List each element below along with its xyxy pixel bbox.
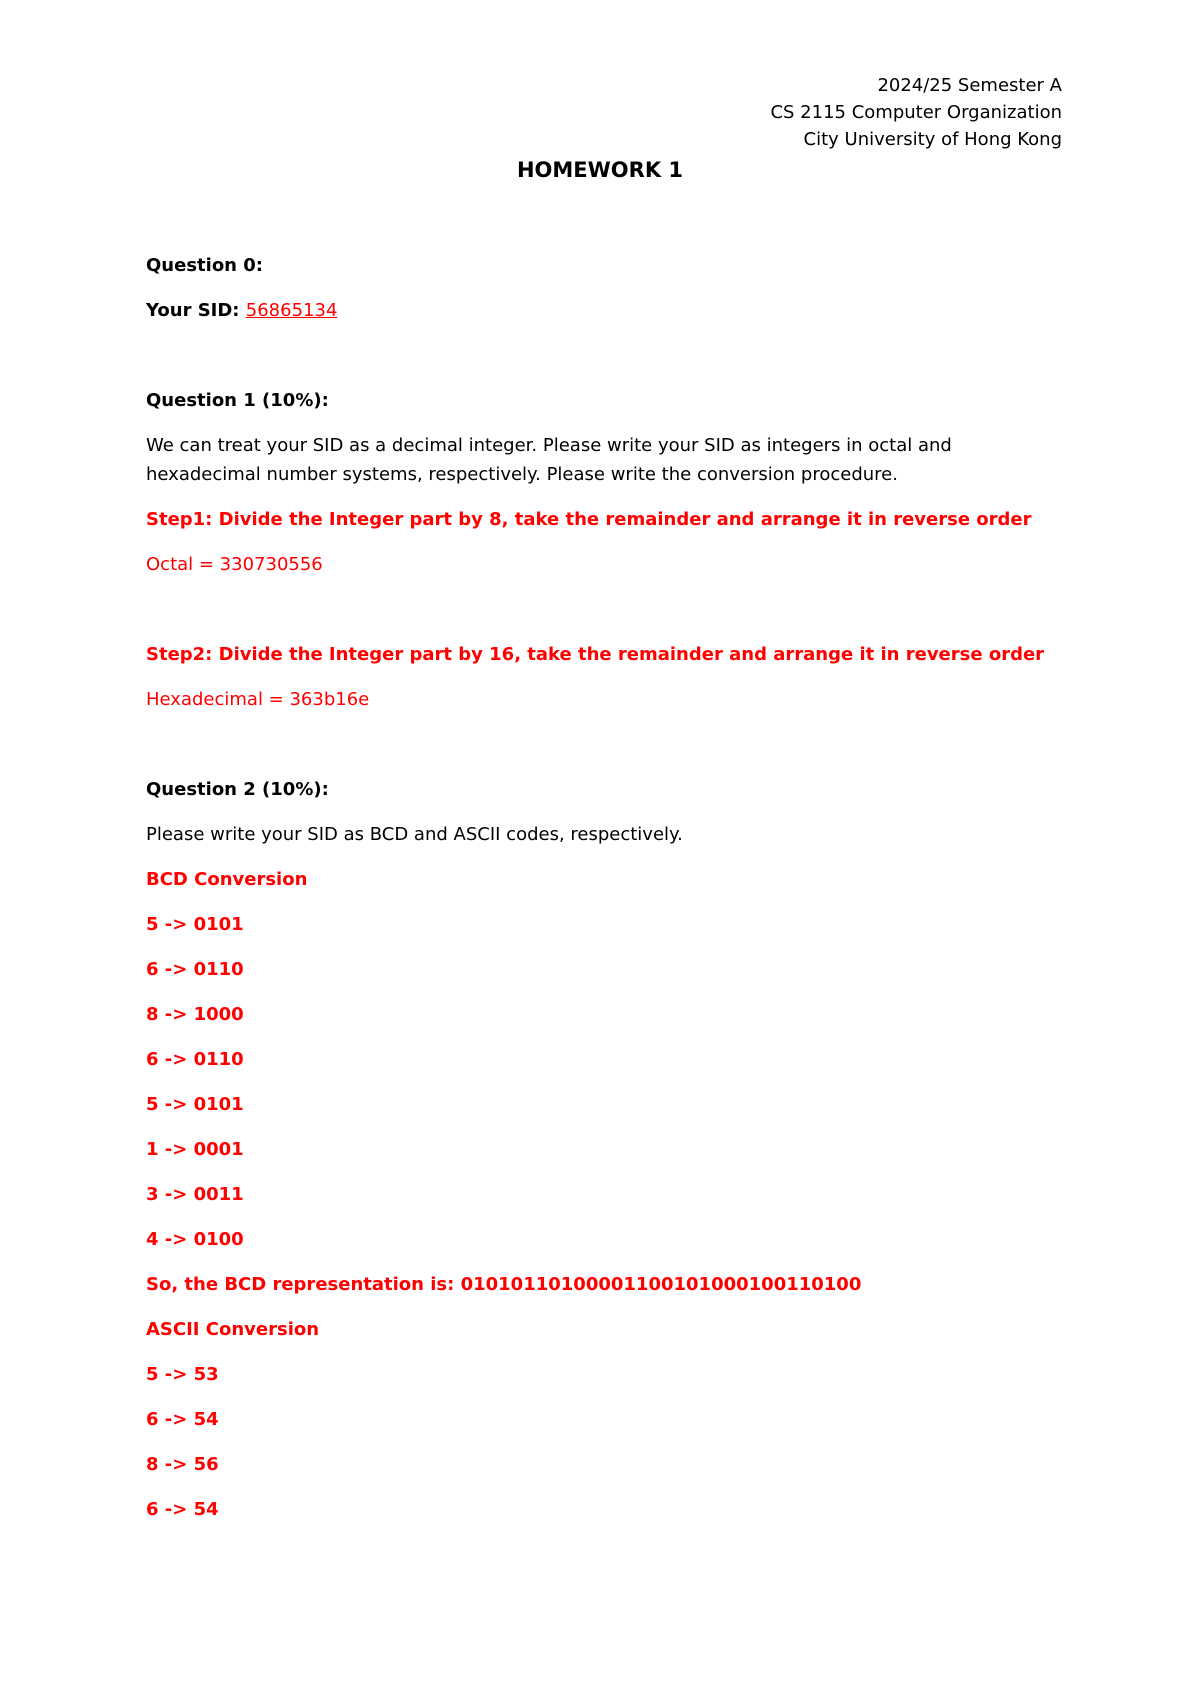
question-1-prompt-line-1: We can treat your SID as a decimal integer. Please write your SID as integers in octal and (146, 435, 952, 456)
bcd-line: 6 -> 0110 (146, 1049, 244, 1070)
question-0-heading: Question 0: (146, 255, 263, 276)
ascii-line: 8 -> 56 (146, 1454, 219, 1475)
sid-line (146, 299, 1066, 344)
spacer (146, 344, 1066, 389)
bcd-line: 5 -> 0101 (146, 914, 244, 935)
step-1-text: Step1: Divide the Integer part by 8, take the remainder and arrange it in reverse order (146, 509, 1032, 530)
question-2-heading: Question 2 (10%): (146, 779, 329, 800)
ascii-line: 6 -> 54 (146, 1409, 219, 1430)
ascii-line: 5 -> 53 (146, 1364, 219, 1385)
document-body (146, 254, 1066, 1543)
sid-label: Your SID: (146, 300, 246, 321)
bcd-line: 1 -> 0001 (146, 1139, 244, 1160)
document-title: HOMEWORK 1 (516, 158, 684, 182)
question-1-heading: Question 1 (10%): (146, 390, 329, 411)
step-2-text: Step2: Divide the Integer part by 16, take the remainder and arrange it in reverse order (146, 644, 1045, 665)
spacer (146, 733, 1066, 778)
semester-text: 2024/25 Semester A (877, 75, 1062, 96)
course-header (770, 72, 1062, 153)
ascii-line: 6 -> 54 (146, 1499, 219, 1520)
octal-answer: Octal = 330730556 (146, 554, 323, 575)
bcd-result: So, the BCD representation is: 01010110100001100101000100110100 (146, 1274, 862, 1295)
bcd-line: 5 -> 0101 (146, 1094, 244, 1115)
ascii-heading: ASCII Conversion (146, 1319, 320, 1340)
hex-answer: Hexadecimal = 363b16e (146, 689, 370, 710)
sid-value: 56865134 (245, 300, 338, 321)
question-2-prompt: Please write your SID as BCD and ASCII codes, respectively. (146, 824, 683, 845)
spacer (146, 598, 1066, 643)
bcd-line: 8 -> 1000 (146, 1004, 244, 1025)
bcd-line: 3 -> 0011 (146, 1184, 244, 1205)
bcd-heading: BCD Conversion (146, 869, 308, 890)
bcd-line: 4 -> 0100 (146, 1229, 244, 1250)
question-1-prompt-line-2: hexadecimal number systems, respectively. Please write the conversion procedure. (146, 464, 898, 485)
course-text: CS 2115 Computer Organization (770, 102, 1062, 123)
bcd-line: 6 -> 0110 (146, 959, 244, 980)
university-text: City University of Hong Kong (803, 129, 1062, 150)
